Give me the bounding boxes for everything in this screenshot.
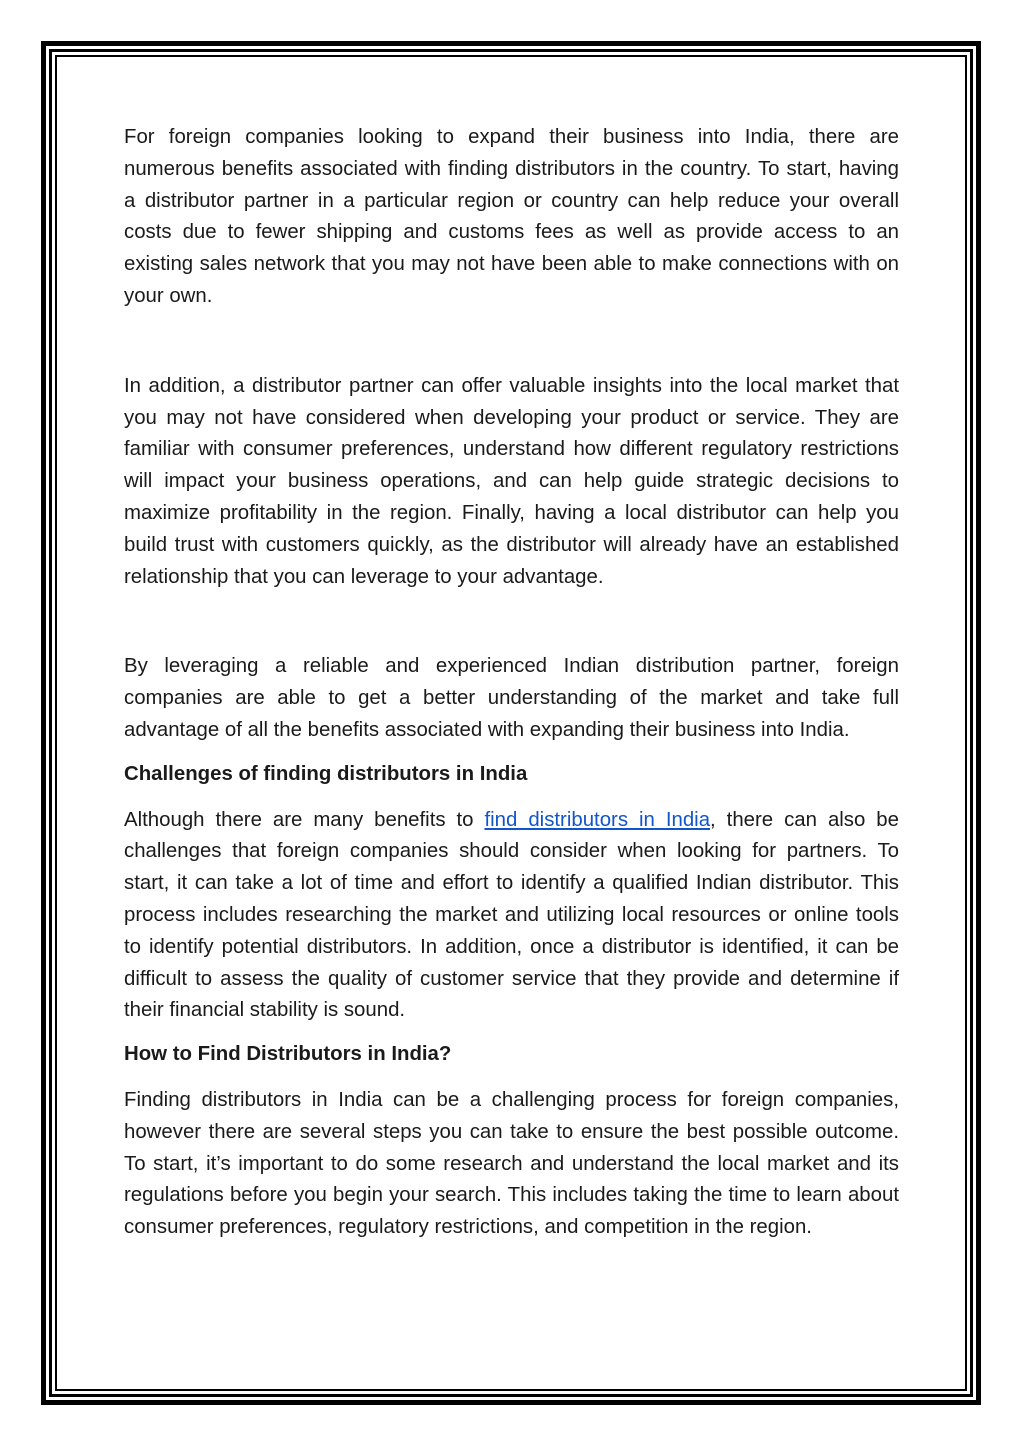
find-distributors-link[interactable]: find distributors in India — [484, 808, 711, 831]
heading-challenges: Challenges of finding distributors in India — [124, 762, 528, 785]
paragraph-challenges — [124, 805, 899, 1028]
heading-how-to-find: How to Find Distributors in India? — [124, 1043, 452, 1066]
paragraph-challenges-text-end: , there can also be challenges that foreign companies should consider when looking for partners. To start, it can take a lot of time and effort to identify a qualified Indian distributor. This process includes researching the market and utilizing local resources or online tools to identify potential distributors. In addition, once a distributor is identified, it can be difficult to assess the quality of customer service that they provide and determine if their financial stability is sound. — [124, 808, 899, 1022]
document-body — [124, 122, 899, 1244]
paragraph-benefits-intro: For foreign companies looking to expand their business into India, there are numerous benefits associated with finding distributors in the country. To start, having a distributor partner in a particular region or country can help reduce your overall costs due to fewer shipping and customs fees as well as provide access to an existing sales network that you may not have been able to make connections with on your own. — [124, 126, 899, 307]
paragraph-challenges-text-start: Although there are many benefits to — [124, 808, 485, 831]
paragraph-leveraging-partner: By leveraging a reliable and experienced Indian distribution partner, foreign companies are able to get a better understanding of the market and take full advantage of all the benefits associated with expanding their business into India. — [124, 655, 899, 741]
paragraph-how-to-find: Finding distributors in India can be a challenging process for foreign companies, however there are several steps you can take to ensure the best possible outcome. To start, it’s important to do some research and understand the local market and its regulations before you begin your search. This includes taking the time to learn about consumer preferences, regulatory restrictions, and competition in the region. — [124, 1088, 899, 1239]
paragraph-local-insights: In addition, a distributor partner can offer valuable insights into the local market that you may not have considered when developing your product or service. They are familiar with consumer preferences, understand how different regulatory restrictions will impact your business operations, and can help guide strategic decisions to maximize profitability in the region. Finally, having a local distributor can help you build trust with customers quickly, as the distributor will already have an established relationship that you can leverage to your advantage. — [124, 374, 899, 588]
